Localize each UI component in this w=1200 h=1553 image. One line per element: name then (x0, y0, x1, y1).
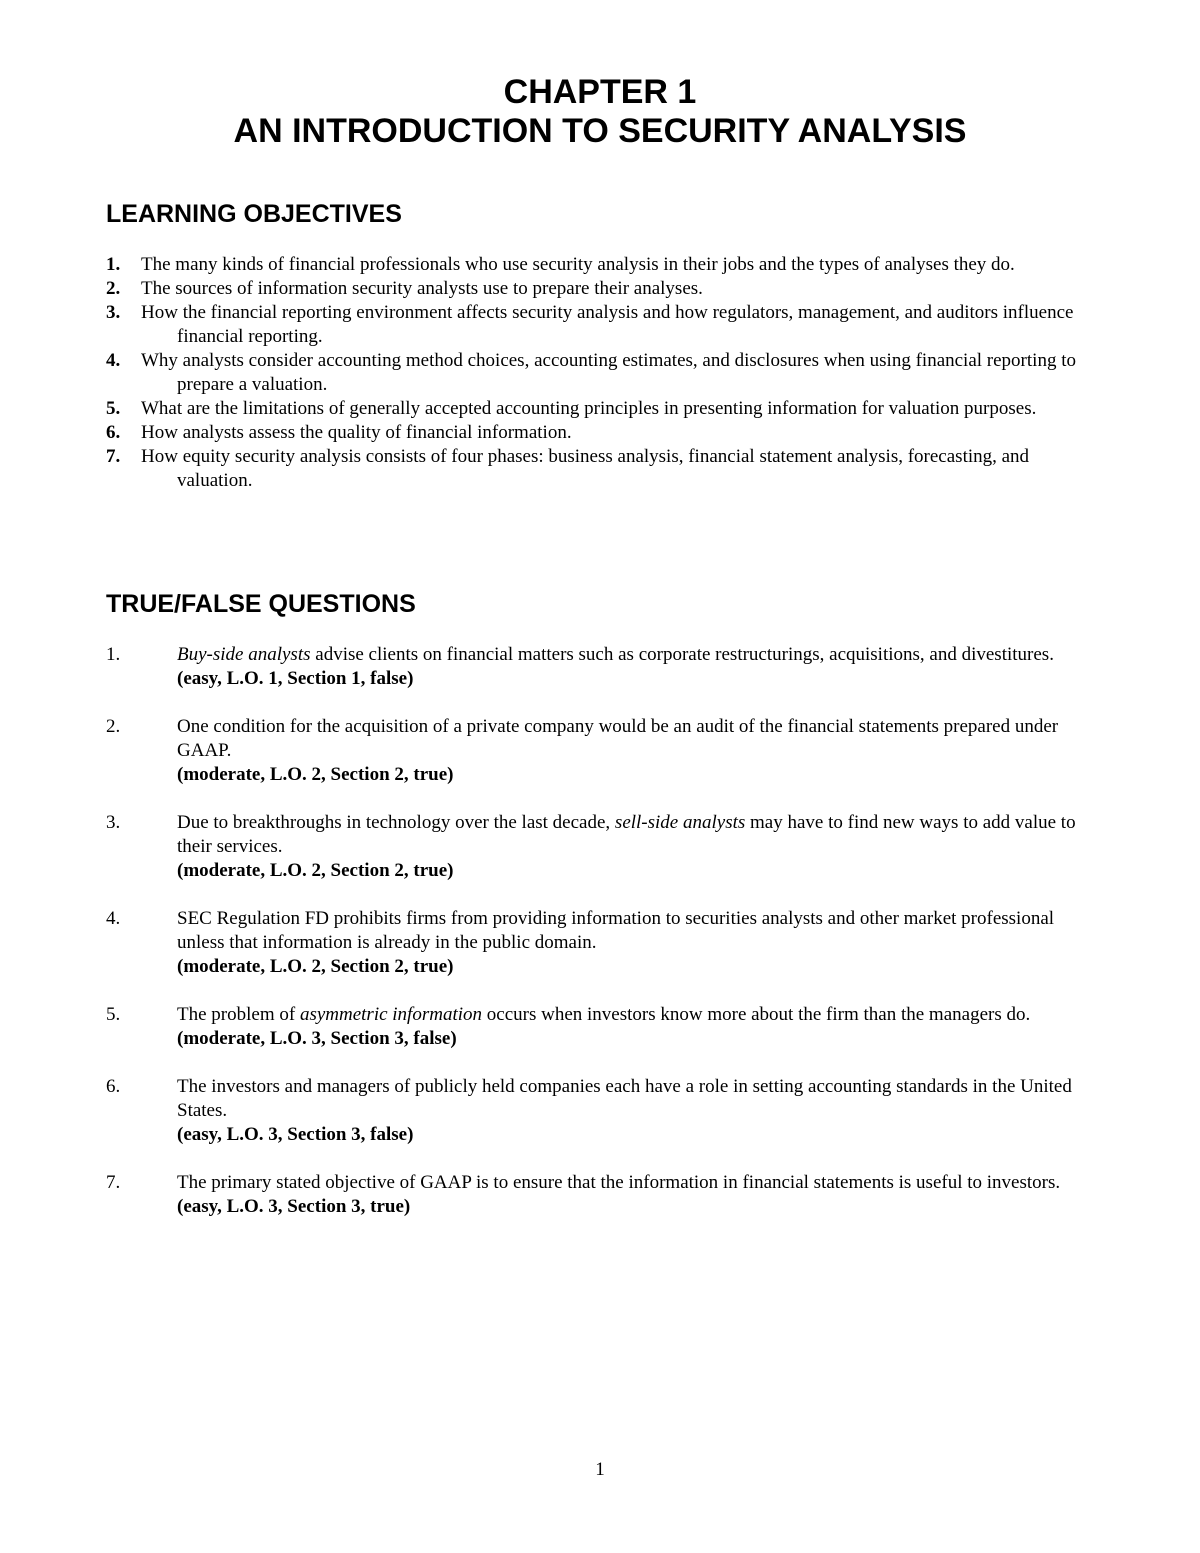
question-text (177, 643, 1106, 667)
question-answer-meta: (easy, L.O. 3, Section 3, true) (177, 1196, 411, 1217)
question-text (177, 715, 1106, 763)
question-text-emphasis: sell-side analysts (614, 812, 746, 833)
item-text: What are the limitations of generally accepted accounting principles in presenting information for valuation purposes. (141, 398, 1037, 419)
question-text-post: occurs when investors know more about the firm than the managers do. (482, 1004, 1031, 1025)
page-number: 1 (595, 1459, 605, 1480)
question-text-pre: One condition for the acquisition of a private company would be an audit of the financial statements prepared under GAAP. (177, 716, 1059, 761)
true-false-question-list (106, 643, 1106, 1243)
question-number: 2. (106, 716, 121, 737)
item-text: How the financial reporting environment affects security analysis and how regulators, management, and auditors influence financial reporting. (141, 302, 1074, 347)
item-number: 5. (106, 398, 121, 419)
question-item (106, 643, 1106, 691)
item-number: 3. (106, 302, 121, 323)
item-number: 4. (106, 350, 121, 371)
item-number: 6. (106, 422, 121, 443)
question-text-pre: The investors and managers of publicly held companies each have a role in setting accounting standards in the United States. (177, 1076, 1072, 1121)
list-item (106, 445, 1106, 493)
list-item (106, 397, 1106, 421)
question-answer-meta: (moderate, L.O. 2, Section 2, true) (177, 860, 454, 881)
question-text-post: advise clients on financial matters such as corporate restructurings, acquisitions, and divestitures. (310, 644, 1054, 665)
question-answer-meta: (easy, L.O. 1, Section 1, false) (177, 668, 414, 689)
question-answer-meta: (easy, L.O. 3, Section 3, false) (177, 1124, 414, 1145)
question-text-pre: The problem of (177, 1004, 300, 1025)
learning-objectives-heading: LEARNING OBJECTIVES (106, 200, 402, 228)
learning-objectives-list (106, 253, 1106, 493)
question-item (106, 1171, 1106, 1219)
item-number: 1. (106, 254, 121, 275)
question-text (177, 1003, 1106, 1027)
question-item (106, 715, 1106, 787)
question-text-pre: Due to breakthroughs in technology over the last decade, (177, 812, 615, 833)
item-text: How equity security analysis consists of four phases: business analysis, financial statement analysis, forecasting, and valuation. (141, 446, 1030, 491)
question-item (106, 1003, 1106, 1051)
question-number: 6. (106, 1076, 121, 1097)
question-text-pre: The primary stated objective of GAAP is to ensure that the information in financial statements is useful to investors. (177, 1172, 1061, 1193)
question-text (177, 1075, 1106, 1123)
item-number: 2. (106, 278, 121, 299)
chapter-number: CHAPTER 1 (503, 73, 697, 111)
question-item (106, 907, 1106, 979)
question-text-pre: SEC Regulation FD prohibits firms from providing information to securities analysts and other market professional unless that information is already in the public domain. (177, 908, 1055, 953)
list-item (106, 253, 1106, 277)
question-item (106, 811, 1106, 883)
question-number: 3. (106, 812, 121, 833)
question-answer-meta: (moderate, L.O. 3, Section 3, false) (177, 1028, 457, 1049)
list-item (106, 277, 1106, 301)
true-false-heading: TRUE/FALSE QUESTIONS (106, 590, 416, 618)
question-number: 7. (106, 1172, 121, 1193)
question-answer-meta: (moderate, L.O. 2, Section 2, true) (177, 956, 454, 977)
item-number: 7. (106, 446, 121, 467)
question-text-emphasis: asymmetric information (299, 1004, 483, 1025)
question-number: 1. (106, 644, 121, 665)
question-text-post: may have to find new ways to add value to their services. (177, 812, 1076, 857)
question-text-emphasis: Buy-side analysts (177, 644, 311, 665)
question-text (177, 811, 1106, 859)
list-item (106, 349, 1106, 397)
question-number: 5. (106, 1004, 121, 1025)
question-answer-meta: (moderate, L.O. 2, Section 2, true) (177, 764, 454, 785)
list-item (106, 301, 1106, 349)
question-number: 4. (106, 908, 121, 929)
question-item (106, 1075, 1106, 1147)
item-text: The sources of information security analysts use to prepare their analyses. (141, 278, 703, 299)
question-text (177, 907, 1106, 955)
chapter-title: AN INTRODUCTION TO SECURITY ANALYSIS (233, 112, 967, 150)
item-text: Why analysts consider accounting method choices, accounting estimates, and disclosures when using financial reporting to prepare a valuation. (141, 350, 1076, 395)
list-item (106, 421, 1106, 445)
item-text: The many kinds of financial professionals who use security analysis in their jobs and the types of analyses they do. (141, 254, 1015, 275)
question-text (177, 1171, 1106, 1195)
item-text: How analysts assess the quality of financial information. (141, 422, 572, 443)
